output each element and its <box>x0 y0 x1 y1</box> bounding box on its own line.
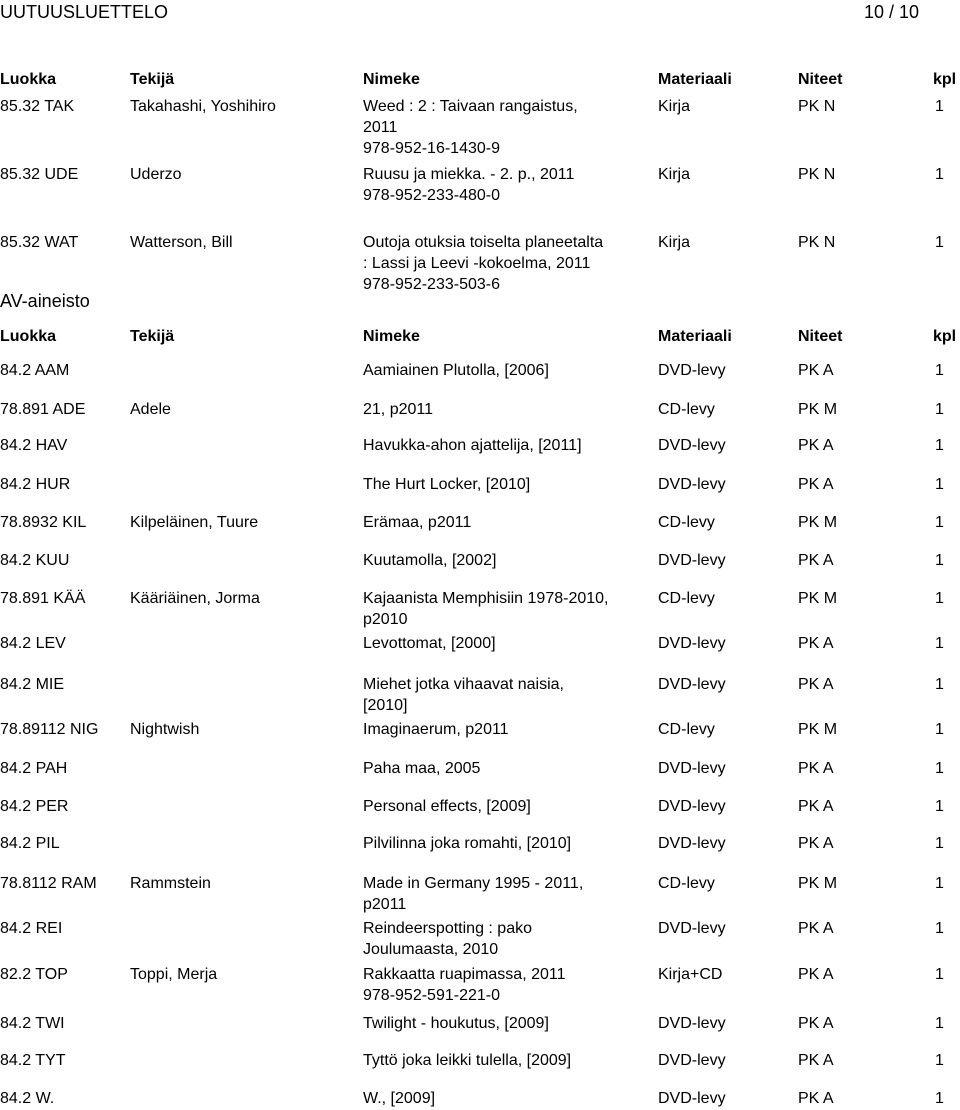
cell-nimeke-line: W., [2009] <box>363 1090 436 1107</box>
cell-kpl: 1 <box>935 1052 944 1069</box>
cell-kpl: 1 <box>935 362 944 379</box>
cell-materiaali: DVD-levy <box>658 437 726 454</box>
cell-materiaali: CD-levy <box>658 514 715 531</box>
cell-kpl: 1 <box>935 676 944 693</box>
cell-nimeke-line: Imaginaerum, p2011 <box>363 721 509 738</box>
cell-luokka: 84.2 MIE <box>0 676 65 693</box>
cell-nimeke-line: 21, p2011 <box>363 401 433 418</box>
cell-materiaali: CD-levy <box>658 721 715 738</box>
cell-materiaali: DVD-levy <box>658 920 726 937</box>
cell-luokka: 84.2 KUU <box>0 552 70 569</box>
cell-niteet: PK M <box>798 401 838 418</box>
col-header-materiaali: Materiaali <box>658 71 732 88</box>
cell-nimeke-line: Pilvilinna joka romahti, [2010] <box>363 835 572 852</box>
cell-tekija: Adele <box>130 401 171 418</box>
cell-niteet: PK A <box>798 362 834 379</box>
cell-tekija: Watterson, Bill <box>130 234 233 251</box>
cell-luokka: 84.2 HAV <box>0 437 68 454</box>
col-header-niteet: Niteet <box>798 71 843 88</box>
cell-materiaali: DVD-levy <box>658 362 726 379</box>
cell-luokka: 78.8932 KIL <box>0 514 87 531</box>
cell-niteet: PK N <box>798 166 836 183</box>
col-header-kpl: kpl <box>933 328 957 345</box>
cell-niteet: PK M <box>798 875 838 892</box>
cell-nimeke-line: Personal effects, [2009] <box>363 798 531 815</box>
cell-tekija: Kilpeläinen, Tuure <box>130 514 259 531</box>
cell-materiaali: DVD-levy <box>658 798 726 815</box>
cell-materiaali: DVD-levy <box>658 1090 726 1107</box>
cell-nimeke-line: Erämaa, p2011 <box>363 514 472 531</box>
cell-kpl: 1 <box>935 721 944 738</box>
cell-niteet: PK A <box>798 966 834 983</box>
cell-tekija: Kääriäinen, Jorma <box>130 590 260 607</box>
cell-kpl: 1 <box>935 514 944 531</box>
cell-tekija: Rammstein <box>130 875 211 892</box>
cell-luokka: 82.2 TOP <box>0 966 68 983</box>
cell-materiaali: DVD-levy <box>658 552 726 569</box>
col-header-tekija: Tekijä <box>130 328 175 345</box>
cell-kpl: 1 <box>935 875 944 892</box>
col-header-kpl: kpl <box>933 71 957 88</box>
cell-niteet: PK A <box>798 476 834 493</box>
cell-kpl: 1 <box>935 552 944 569</box>
cell-tekija: Uderzo <box>130 166 182 183</box>
cell-luokka: 84.2 W. <box>0 1090 55 1107</box>
cell-kpl: 1 <box>935 437 944 454</box>
cell-materiaali: CD-levy <box>658 875 715 892</box>
cell-kpl: 1 <box>935 166 944 183</box>
cell-niteet: PK A <box>798 552 834 569</box>
cell-luokka: 85.32 TAK <box>0 98 75 115</box>
cell-niteet: PK A <box>798 798 834 815</box>
cell-luokka: 78.89112 NIG <box>0 721 99 738</box>
cell-luokka: 84.2 PER <box>0 798 69 815</box>
cell-niteet: PK A <box>798 635 834 652</box>
col-header-luokka: Luokka <box>0 71 57 88</box>
cell-materiaali: DVD-levy <box>658 760 726 777</box>
cell-nimeke-line: Rakkaatta ruapimassa, 2011 <box>363 966 566 983</box>
cell-nimeke-line: Paha maa, 2005 <box>363 760 481 777</box>
cell-kpl: 1 <box>935 966 944 983</box>
cell-nimeke-line: p2011 <box>363 896 407 913</box>
cell-materiaali: Kirja <box>658 98 691 115</box>
cell-materiaali: DVD-levy <box>658 476 726 493</box>
cell-kpl: 1 <box>935 760 944 777</box>
cell-nimeke-line: Miehet jotka vihaavat naisia, <box>363 676 564 693</box>
cell-niteet: PK A <box>798 437 834 454</box>
cell-materiaali: DVD-levy <box>658 635 726 652</box>
cell-nimeke-line: 2011 <box>363 119 398 136</box>
cell-materiaali: CD-levy <box>658 590 715 607</box>
cell-niteet: PK M <box>798 721 838 738</box>
cell-materiaali: DVD-levy <box>658 835 726 852</box>
cell-kpl: 1 <box>935 476 944 493</box>
cell-nimeke-line: [2010] <box>363 697 408 714</box>
cell-nimeke-line: Havukka-ahon ajattelija, [2011] <box>363 437 582 454</box>
cell-kpl: 1 <box>935 835 944 852</box>
cell-nimeke-line: 978-952-591-221-0 <box>363 987 500 1004</box>
cell-materiaali: Kirja <box>658 234 691 251</box>
cell-luokka: 84.2 PIL <box>0 835 60 852</box>
col-header-nimeke: Nimeke <box>363 71 420 88</box>
cell-luokka: 78.891 ADE <box>0 401 86 418</box>
col-header-niteet: Niteet <box>798 328 843 345</box>
cell-nimeke-line: Tyttö joka leikki tulella, [2009] <box>363 1052 572 1069</box>
cell-nimeke-line: The Hurt Locker, [2010] <box>363 476 531 493</box>
section-title-av: AV-aineisto <box>0 291 90 311</box>
cell-niteet: PK A <box>798 1015 834 1032</box>
cell-luokka: 85.32 WAT <box>0 234 79 251</box>
col-header-luokka: Luokka <box>0 328 57 345</box>
cell-niteet: PK A <box>798 760 834 777</box>
cell-niteet: PK A <box>798 1052 834 1069</box>
cell-kpl: 1 <box>935 234 944 251</box>
col-header-materiaali: Materiaali <box>658 328 732 345</box>
cell-luokka: 84.2 TWI <box>0 1015 65 1032</box>
cell-luokka: 84.2 PAH <box>0 760 68 777</box>
cell-nimeke-line: Outoja otuksia toiselta planeetalta <box>363 234 604 251</box>
cell-nimeke-line: Twilight - houkutus, [2009] <box>363 1015 549 1032</box>
cell-luokka: 84.2 HUR <box>0 476 71 493</box>
cell-materiaali: DVD-levy <box>658 1015 726 1032</box>
col-header-nimeke: Nimeke <box>363 328 420 345</box>
col-header-tekija: Tekijä <box>130 71 175 88</box>
cell-luokka: 84.2 REI <box>0 920 63 937</box>
cell-nimeke-line: Joulumaasta, 2010 <box>363 941 499 958</box>
cell-niteet: PK N <box>798 234 836 251</box>
cell-tekija: Takahashi, Yoshihiro <box>130 98 276 115</box>
cell-nimeke-line: Ruusu ja miekka. - 2. p., 2011 <box>363 166 575 183</box>
cell-niteet: PK M <box>798 514 838 531</box>
cell-kpl: 1 <box>935 98 944 115</box>
cell-materiaali: CD-levy <box>658 401 715 418</box>
cell-tekija: Nightwish <box>130 721 200 738</box>
cell-nimeke-line: 978-952-233-480-0 <box>363 187 500 204</box>
cell-nimeke-line: Kajaanista Memphisiin 1978-2010, <box>363 590 609 607</box>
cell-nimeke-line: : Lassi ja Leevi -kokoelma, 2011 <box>363 255 591 272</box>
cell-niteet: PK N <box>798 98 836 115</box>
cell-nimeke-line: p2010 <box>363 611 408 628</box>
cell-niteet: PK A <box>798 1090 834 1107</box>
cell-kpl: 1 <box>935 1090 944 1107</box>
cell-nimeke-line: Reindeerspotting : pako <box>363 920 532 937</box>
cell-niteet: PK A <box>798 835 834 852</box>
cell-nimeke-line: Aamiainen Plutolla, [2006] <box>363 362 549 379</box>
cell-materiaali: DVD-levy <box>658 676 726 693</box>
cell-tekija: Toppi, Merja <box>130 966 218 983</box>
cell-nimeke-line: 978-952-233-503-6 <box>363 276 500 293</box>
cell-nimeke-line: Made in Germany 1995 - 2011, <box>363 875 584 892</box>
cell-nimeke-line: Levottomat, [2000] <box>363 635 496 652</box>
cell-luokka: 84.2 LEV <box>0 635 66 652</box>
document-title: UUTUUSLUETTELO <box>0 2 169 22</box>
cell-kpl: 1 <box>935 590 944 607</box>
cell-kpl: 1 <box>935 1015 944 1032</box>
cell-niteet: PK M <box>798 590 838 607</box>
cell-materiaali: Kirja <box>658 166 691 183</box>
cell-nimeke-line: Kuutamolla, [2002] <box>363 552 497 569</box>
cell-kpl: 1 <box>935 635 944 652</box>
cell-luokka: 84.2 TYT <box>0 1052 66 1069</box>
cell-kpl: 1 <box>935 401 944 418</box>
cell-luokka: 85.32 UDE <box>0 166 79 183</box>
cell-luokka: 78.8112 RAM <box>0 875 97 892</box>
cell-luokka: 84.2 AAM <box>0 362 70 379</box>
page-number: 10 / 10 <box>864 2 920 22</box>
cell-niteet: PK A <box>798 920 834 937</box>
cell-luokka: 78.891 KÄÄ <box>0 590 86 607</box>
cell-kpl: 1 <box>935 920 944 937</box>
cell-materiaali: Kirja+CD <box>658 966 723 983</box>
cell-niteet: PK A <box>798 676 834 693</box>
cell-materiaali: DVD-levy <box>658 1052 726 1069</box>
cell-kpl: 1 <box>935 798 944 815</box>
cell-nimeke-line: 978-952-16-1430-9 <box>363 140 500 157</box>
cell-nimeke-line: Weed : 2 : Taivaan rangaistus, <box>363 98 578 115</box>
